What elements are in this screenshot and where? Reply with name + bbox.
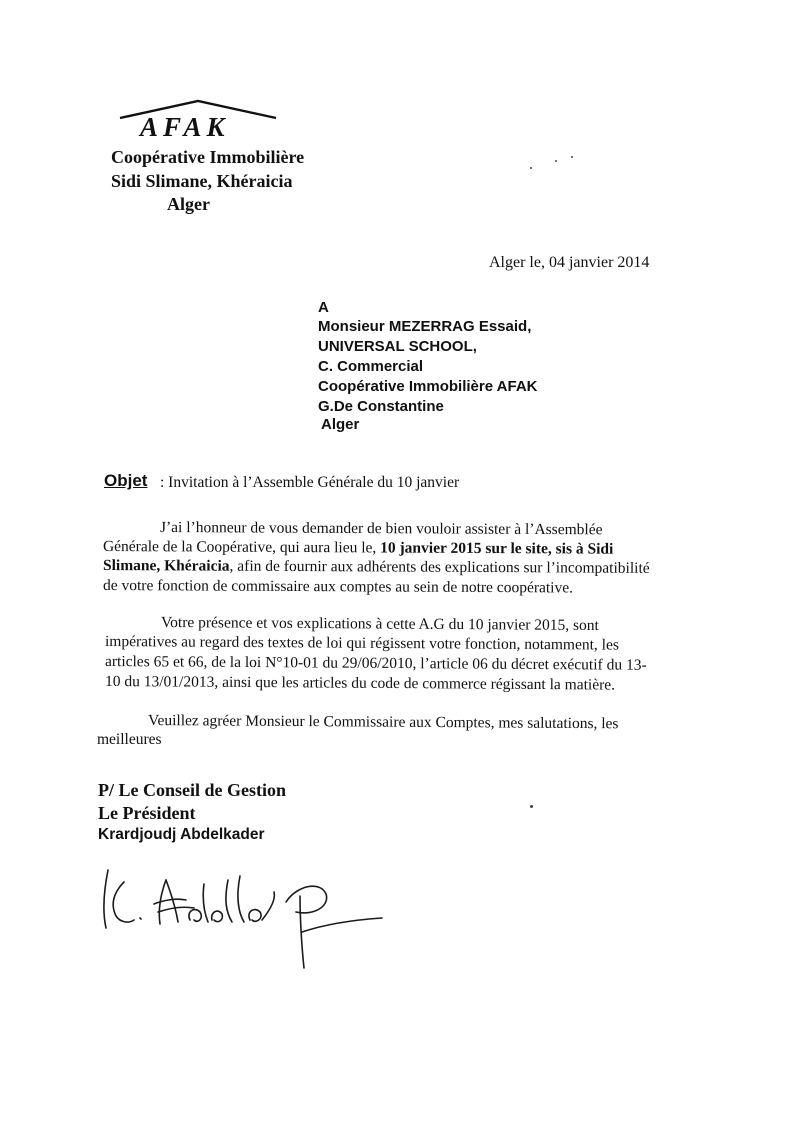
scan-speck [571,156,573,158]
handwritten-signature [90,840,390,970]
recipient-prefix: A [318,299,329,316]
org-name: Coopérative Immobilière [111,147,305,167]
paragraph-1-line-3: Slimane, Khéraicia, afin de fournir aux adhérents des explications sur l’incompatibilité [102,557,650,577]
closing-line-1: Veuillez agréer Monsieur le Commissaire aux Comptes, mes salutations, les [147,712,619,733]
paragraph-1-line-1: J’ai l’honneur de vous demander de bien vouloir assister à l’Assemblée [159,519,603,539]
scan-speck [555,160,557,162]
recipient-name: Monsieur MEZERRAG Essaid, [318,318,532,335]
recipient-company: UNIVERSAL SCHOOL, [318,338,477,355]
org-location: Sidi Slimane, Khéraicia [111,171,293,191]
scan-speck [530,167,532,169]
subject-label: Objet [104,471,148,490]
subject-text: : Invitation à l’Assemble Générale du 10 janvier [160,474,460,491]
recipient-address-3: G.De Constantine [318,398,444,415]
closing-line-2: meilleures [97,731,162,748]
recipient-address-1: C. Commercial [318,358,424,375]
recipient-city: Alger [321,416,360,433]
afak-logo-text: AFAK [140,112,230,142]
letter-date: Alger le, 04 janvier 2014 [489,254,650,271]
org-city: Alger [167,194,210,214]
paragraph-1-line-4: de votre fonction de commissaire aux comptes au sein de notre coopérative. [102,577,574,597]
paragraph-2-line-3: articles 65 et 66, de la loi N°10-01 du 29/06/2010, l’article 06 du décret exécutif du 13- [104,653,647,674]
scan-speck [530,805,533,808]
paragraph-2-line-1: Votre présence et vos explications à cette A.G du 10 janvier 2015, sont [160,614,599,635]
signatory-title: Le Président [98,803,196,823]
recipient-address-2: Coopérative Immobilière AFAK [318,378,538,395]
paragraph-2-line-4: 10 du 13/01/2013, ainsi que les articles du code de commerce régissant la matière. [104,673,616,694]
signatory-council: P/ Le Conseil de Gestion [98,780,286,800]
paragraph-1-line-2: Générale de la Coopérative, qui aura lieu le, 10 janvier 2015 sur le site, sis à Sidi [102,538,614,558]
signatory-name: Krardjoudj Abdelkader [98,826,265,843]
paragraph-2-line-2: impératives au regard des textes de loi qui régissent votre fonction, notamment, les [104,633,619,654]
